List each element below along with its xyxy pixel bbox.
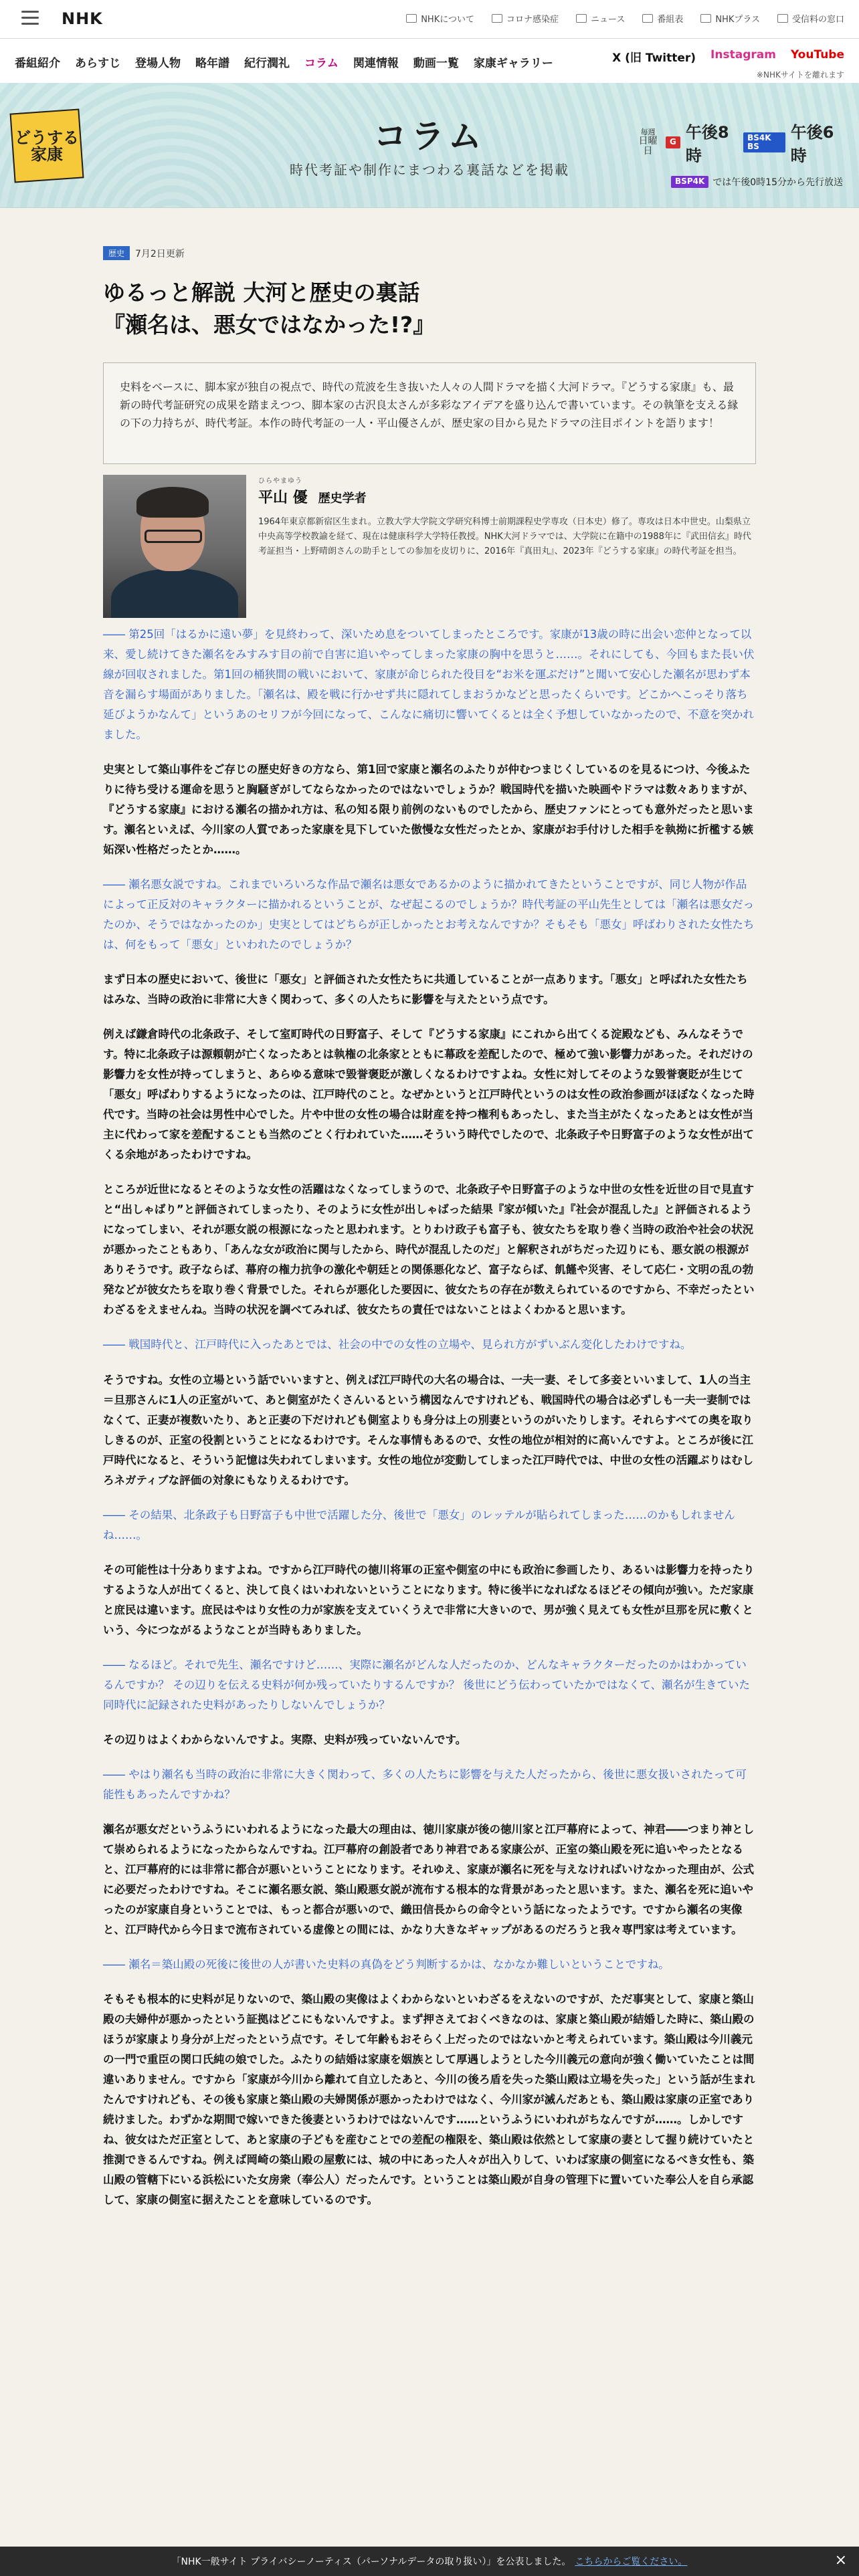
intro-box: 史料をベースに、脚本家が独自の視点で、時代の荒波を生き抜いた人々の人間ドラマを描く大河ドラマ。『どうする家康』も、最新の時代考証研究の成果を踏まえつつ、脚本家の古沢良太さんが多彩なアイデアを盛り込んで書いています。その執筆を支える縁の下の力持ちが、時代考証。本作の時代考証の一人・平山優さんが、歴史家の目から見たドラマの注目ポイントを語ります！: [103, 362, 756, 464]
util-link-label: NHKについて: [421, 15, 474, 25]
interview-answer: そうですね。女性の立場という話でいいますと、例えば江戸時代の大名の場合は、一夫一妻、そして多妾といいまして、1人の当主＝旦那さんに1人の正室がいて、あと側室がたくさんいるという構図なんですけれども、戦国時代の場合は必ずしも一夫一妻制ではなくて、正妻が複数いたり、あと正妻の下だけれども側室よりも身分は上の別妻というのがいたりします。それらすべての奥を取りしきるのが、正室の役割ということになるわけです。そんな事情もあるので、女性の地位が相対的に高いんですよ。ところが後に江戸時代になると、そういう記憶は失われてしまいます。女性の地位が変動してしまった江戸時代では、中世の女性の活躍ぶりはむしろネガティブな評価の対象にもなりえるわけです。: [103, 1373, 754, 1487]
util-link-tv-guide[interactable]: [642, 12, 683, 25]
page-subtitle: 時代考証や制作にまつわる裏話などを掲載: [290, 162, 569, 178]
show-navigation: [0, 39, 859, 83]
nav-item-travel[interactable]: 紀行潤礼: [244, 57, 290, 70]
privacy-notice-link[interactable]: こちらからご覧ください。: [575, 2557, 688, 2567]
interview-answer: 史実として築山事件をご存じの歴史好きの方なら、第1回で家康と瀬名のふたりが仲むつまじくしているのを見るにつけ、今後ふたりに待ち受ける運命を思うと胸騒ぎがしてならなかったのではないでしょうか？戦国時代を描いた映画やドラマは数々ありますが、『どうする家康』における瀬名の描かれ方は、私の知る限り前例のないものでしたから、歴史ファンにとっても意外だったと思います。瀬名といえば、今川家の人質であった家康を見下していた傲慢な女性だったとか、家康がお手付けした相手を執拗に折檻する嫉妬深い性格だったとか……。: [103, 763, 755, 857]
bs-channel-badge: BS4K BS: [743, 132, 785, 152]
interview-question: ―― 瀬名＝築山殿の死後に後世の人が書いた史料の真偽をどう判断するかは、なかなか難しいということですね。: [103, 1957, 670, 1971]
social-links: [612, 48, 844, 80]
author-info: [258, 475, 756, 559]
util-link-label: NHKプラス: [715, 15, 760, 25]
article-title-line2: 『瀬名は、悪女ではなかった!?』: [103, 311, 436, 338]
interview-answer: そもそも根本的に史料が足りないので、築山殿の実像はよくわからないといわざるをえないのですが、ただ事実として、家康と築山殿の夫婦仲が悪かったという証拠はどこにもないんですよ。まず押さえておくべきなのは、家康と築山殿が結婚した時に、築山殿のほうが家康より身分が上だったという点です。そして年齢もおそらく上だったのではないかと考えられています。築山殿は今川義元の一門で重臣の関口氏純の娘でした。ふたりの結婚は家康を姻族として厚遇しようとした今川義元の意向が強く働いていたことは間違いありません。ですから「家康が今川から離れて自立したあと、今川の後ろ盾を失った築山殿は立場を失った」という話が生まれたんですけれども、その後も家康と築山殿の夫婦関係が悪かったわけではなく、今川家が滅んだあとも、築山殿は家康の正室であり続けました。わずかな期間で嫁いできた後妻というわけではないんです……というふうにいわれがちなんですが……。しかしですね、彼女はただ正室として、あと家康の子どもを産むことでの差配の権限を、築山殿は依然として家康の妻として握り続けていたと推測できるんですね。例えば岡崎の築山殿の屋敷には、城の中にあった人々が出入りして、いわば家康の側室になるべき女性も、築山殿の管轄下にいる浜松にいた女房衆（奉公人）だったんです。ということは築山殿が自身の管理下に置いていた奉公人を自ら承認して、家康の側室に据えたことを意味しているのです。: [103, 1992, 755, 2207]
nav-item-column[interactable]: コラム: [304, 57, 339, 70]
menu-icon[interactable]: [21, 11, 39, 25]
hero-banner: [0, 83, 859, 208]
virus-icon: [492, 14, 502, 23]
nhk-icon: [406, 14, 417, 23]
util-link-label: 受信料の窓口: [791, 15, 844, 25]
interview-question: ―― なるほど。それで先生、瀬名ですけど……、実際に瀬名がどんな人だったのか、どんなキャラクターだったのかはわかっているんですか？ その辺りを伝える史料が何か残っていたりするんですか？ 後世にどう伝わっていたかではなくて、瀬名が生きていた同時代に記録された史料があったりしないんでしょうか？: [103, 1658, 750, 1711]
interview-answer: その辺りはよくわからないんですよ。実際、史料が残っていないんです。: [103, 1733, 467, 1746]
g-time: 午後8時: [685, 123, 729, 165]
interview-question: ―― 第25回「はるかに遠い夢」を見終わって、深いため息をついてしまったところです。家康が13歳の時に出会い恋仲となって以来、愛し続けてきた瀬名をみすみす目の前で自害に追いやってしまった家康の胸中を思うと……。それにしても、今回もまた長い伏線が回収されました。第1回の桶狭間の戦いにおいて、家康が命じられた役目を“お米を運ぶだけ”と聞いて安心した瀬名が思わず本音を漏らす場面がありました。「瀬名は、殿を戦に行かせず共に隠れてしまおうかなどと思ったくらいです。どこかへこっそり落ち延びようかなんて」というあのセリフが今回になって、こんなに痛切に響いてくるとは全く予想していなかったので、不意を突かれました。: [103, 628, 755, 742]
interview-answer: 瀬名が悪女だというふうにいわれるようになった最大の理由は、徳川家康が後の徳川家と江戸幕府によって、神君――つまり神として崇められるようになったからなんですね。江戸幕府の創設者であり神君である家康公が、正室の築山殿を死に追いやったとなると、江戸幕府的には非常に都合が悪いということになります。それゆえ、家康が瀬名に死を与えなければいけなかった理由が、公式に必要だったわけですね。そこに瀬名悪女説、築山殿悪女説が流布する根本的な背景があったと思います。また、瀬名を死に追いやったのが家康自身ということでは、もっと都合が悪いので、織田信長からの命令という話になったようです。ですから瀬名の実像と、江戸時代から今日まで流布されている虚像との間には、かなり大きなギャップがあるのだろうと我々専門家は考えています。: [103, 1822, 755, 1936]
play-icon: [700, 14, 711, 23]
interview-question: ―― 瀬名悪女説ですね。これまでいろいろな作品で瀬名は悪女であるかのように描かれてきたということですが、同じ人物が作品によって正反対のキャラクターに描かれるということが、なぜ起こるのでしょうか？時代考証の平山先生としては「瀬名は悪女だったのか、そうではなかったのか」史実としてはどちらが正しかったとお考えなんですか？そもそも「悪女」呼ばわりされた女性たちは、何をもって「悪女」といわれたのでしょうか？: [103, 878, 755, 952]
author-bio: 1964年東京都新宿区生まれ。立教大学大学院文学研究科博士前期課程史学専攻（日本史）修了。専攻は日本中世史。山梨県立中央高等学校教諭を経て、現在は健康科学大学特任教授。NHK大河ドラマでは、大学院に在籍中の1988年に『武田信玄』時代考証担当・上野晴朗さんの助手としての参加を皮切りに、2016年『真田丸』、2023年『どうする家康』の時代考証を担当。: [258, 517, 751, 557]
util-link-label: ニュース: [590, 15, 626, 25]
broadcast-schedule: [636, 119, 843, 189]
interview-answer: 例えば鎌倉時代の北条政子、そして室町時代の日野富子、そして『どうする家康』にこれから出てくる淀殿なども、みんなそうです。特に北条政子は源頼朝が亡くなったあとは執権の北条家とともに幕政を差配したので、極めて強い影響力があった。それだけの影響力を女性が持ってしまうと、あらゆる意味で毀誉褒貶が激しくなるわけですよね。女性に対してそのような毀誉褒貶が生じて「悪女」呼ばわりするようになったのは、江戸時代のこと。なぜかというと江戸時代というのは女性の政治参画がほぼなくなった時代です。当時の社会は男性中心でした。片や中世の女性の場合は財産を持つ権利もあったし、また当主がたくなったあとは女性が当主に代わって家を差配することも当然のごとく行われていた……そういう時代でしたので、北条政子や日野富子のような女性が出てくる余地があったわけですね。: [103, 1028, 755, 1162]
interview-question: ―― 戦国時代と、江戸時代に入ったあとでは、社会の中での女性の立場や、見られ方がずいぶん変化したわけですね。: [103, 1338, 692, 1352]
category-badge: 歴史: [103, 246, 130, 260]
author-role: 歴史学者: [318, 492, 367, 506]
global-header: [0, 0, 859, 39]
bsp-channel-badge: BSP4K: [671, 176, 708, 187]
nhk-logo[interactable]: NHK: [62, 9, 103, 28]
nav-item-videos[interactable]: 動画一覧: [413, 57, 459, 70]
show-logo-text: どうする 家康: [15, 127, 79, 164]
update-date: 7月2日更新: [135, 248, 185, 259]
utility-links: [406, 12, 844, 25]
interview-answer: まず日本の歴史において、後世に「悪女」と評価された女性たちに共通していることが一点あります。「悪女」と呼ばれた女性たちはみな、当時の政治に非常に大きく関わって、多くの人たちに影響を与えたという点です。: [103, 973, 748, 1006]
x-link[interactable]: X (旧 Twitter): [612, 51, 696, 65]
bsp-text: では午後0時15分から先行放送: [712, 177, 843, 188]
util-link-corona[interactable]: [492, 12, 559, 25]
nav-items: [15, 53, 553, 70]
author-ruby: ひらやまゆう: [258, 477, 302, 485]
util-link-fee[interactable]: [777, 12, 844, 25]
util-link-label: コロナ感染症: [506, 15, 559, 25]
page-title-column: コラム: [373, 117, 486, 156]
util-link-news[interactable]: [576, 12, 625, 25]
privacy-notice-bar: [0, 2547, 859, 2576]
privacy-notice-text: 「NHK一般サイト プライバシーノーティス（パーソナルデータの取り扱い）」を公表しました。: [171, 2557, 571, 2567]
author-profile: [103, 475, 756, 623]
nav-item-synopsis[interactable]: あらすじ: [75, 57, 120, 70]
interview-answer: その可能性は十分ありますよね。ですから江戸時代の徳川将軍の正室や側室の中にも政治に参画したり、あるいは影響力を持ったりするような人が出てくると、決して良くはいわれないということになります。特に後半になればなるほどその傾向が強い。ただ家康と庶民は違います。庶民はやはり女性の力が家族を支えていくうえで非常に大きいので、男が強く見えても女性が旦那を尻に敷くという、今につながるようなことが当時もありました。: [103, 1563, 755, 1636]
youtube-link[interactable]: YouTube: [790, 48, 844, 62]
nav-item-related[interactable]: 関連情報: [353, 57, 399, 70]
interview-question: ―― その結果、北条政子も日野富子も中世で活躍した分、後世で「悪女」のレッテルが貼られてしまった……のかもしれませんね……。: [103, 1508, 735, 1541]
article-title: [103, 277, 756, 341]
bs-time: 午後6時: [790, 123, 834, 165]
interview-answer: ところが近世になるとそのような女性の活躍はなくなってしまうので、北条政子や日野富子のような中世の女性を近世の目で見直すと“出しゃばり”と評価されてしまったり、そのように女性が出しゃばった結果『家が傾いた』『社会が混乱した』と評価されるようになってしまい、それが悪女説の根源になったと思われます。とりわけ政子も富子も、彼女たちを取り巻く当時の政治や社会の状況が悪かったこともあり、「あんな女が政治に関与したから、時代が混乱したのだ」と解釈されがちだった辺りにも、悪女説の根源がありそうです。政子ならば、幕府の権力抗争の激化や朝廷との関係悪化など、富子ならば、飢饉や災害、そして応仁・文明の乱の勃発などが彼女たちを取り巻く背景でした。それらが悪化した要因に、彼女たちの存在が数えられているのですから、不幸だったといわざるをえませんね。当時の状況を調べてみれば、彼女たちの責任ではないことはよくわかると思います。: [103, 1183, 755, 1317]
author-name: 平山 優: [258, 490, 308, 506]
nav-item-characters[interactable]: 登場人物: [135, 57, 181, 70]
close-icon[interactable]: ×: [834, 2552, 847, 2569]
util-link-about[interactable]: [406, 12, 474, 25]
nav-item-chronology[interactable]: 略年譜: [195, 57, 229, 70]
broadcast-day: 毎週 日曜日: [638, 127, 658, 157]
nav-item-gallery[interactable]: 家康ギャラリー: [473, 57, 553, 70]
g-channel-badge: G: [666, 136, 680, 148]
article-title-line1: ゆるっと解説 大河と歴史の裏話: [103, 280, 420, 306]
util-link-nhk-plus[interactable]: [700, 12, 760, 25]
util-link-label: 番組表: [657, 15, 684, 25]
tv-icon: [642, 14, 653, 23]
news-icon: [576, 14, 587, 23]
instagram-link[interactable]: Instagram: [710, 48, 776, 62]
interview-question: ―― やはり瀬名も当時の政治に非常に大きく関わって、多くの人たちに影響を与えた人だったから、後世に悪女扱いされたって可能性もあったんですかね？: [103, 1767, 747, 1801]
external-note: ※NHKサイトを離れます: [756, 70, 844, 80]
card-icon: [777, 14, 788, 23]
nav-item-program[interactable]: 番組紹介: [15, 57, 60, 70]
author-photo: [103, 475, 246, 618]
article-meta: [103, 246, 185, 260]
article-body: [103, 625, 756, 2225]
